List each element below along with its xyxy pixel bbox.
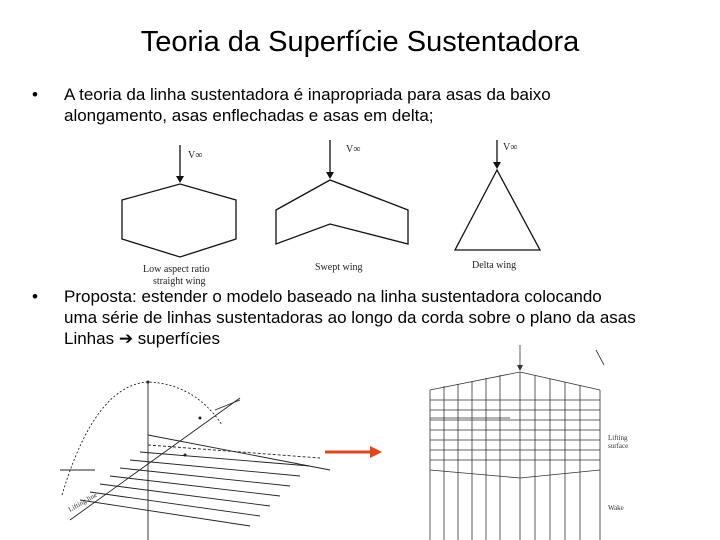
low-aspect-label-1: Low aspect ratio: [143, 264, 210, 275]
arrow-right-icon: ➔: [118, 329, 134, 348]
velocity-label-3: V∞: [503, 142, 518, 153]
bullet-1-line-1: A teoria da linha sustentadora é inapropriada para asas da baixo: [64, 85, 551, 104]
bullet-2-line-2: uma série de linhas sustentadoras ao longo da corda sobre o plano da asas: [64, 308, 636, 327]
bullet-2-suffix: superfícies: [133, 329, 221, 348]
lifting-surface-label-1: Lifting: [608, 434, 628, 442]
delta-label: Delta wing: [472, 260, 517, 271]
swept-label: Swept wing: [315, 262, 363, 273]
wing-trailing-edge: [430, 470, 600, 478]
wing-leading-edge: [430, 372, 600, 390]
bullet-2-line-1: Proposta: estender o modelo baseado na linha sustentadora colocando: [64, 287, 602, 306]
wake-label: Wake: [608, 504, 624, 512]
low-aspect-label-2: straight wing: [153, 276, 206, 287]
slide-title: Teoria da Superfície Sustentadora: [140, 26, 580, 58]
bullet-1-line-2: alongamento, asas enflechadas e asas em delta;: [64, 106, 434, 125]
velocity-label-2: V∞: [346, 144, 361, 155]
bullet-marker-1: •: [32, 85, 38, 104]
lifting-surface-label-2: surface: [608, 442, 629, 450]
velocity-label-1: V∞: [188, 150, 203, 161]
bullet-marker-2: •: [32, 287, 38, 306]
bullet-2-prefix: Linhas: [64, 329, 119, 348]
wing-label-small: Lifting line: [67, 490, 99, 514]
